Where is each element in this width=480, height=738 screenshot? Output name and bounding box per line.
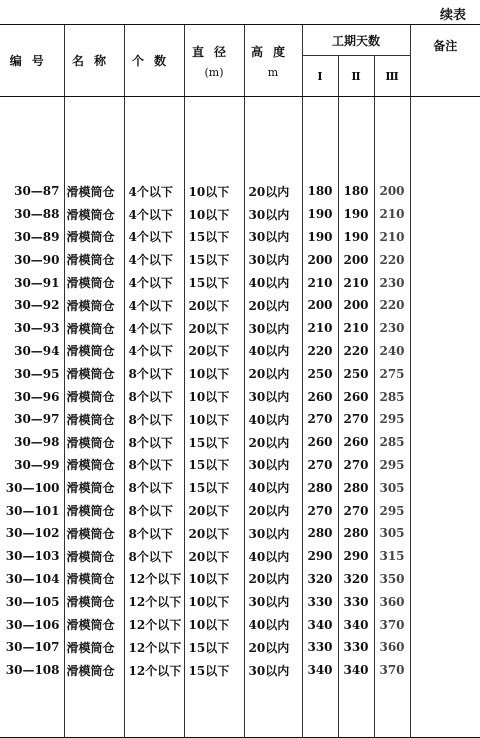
row-count: 4个以下 [124, 226, 184, 249]
row-height: 20以内 [244, 431, 302, 454]
row-period-3: 370 [374, 613, 410, 636]
table-row [0, 294, 480, 317]
row-diameter: 15以下 [184, 431, 244, 454]
row-count: 4个以下 [124, 180, 184, 203]
table-caption: 续表 [439, 8, 466, 23]
row-code: 30—101 [5, 503, 60, 518]
row-remark [410, 248, 480, 271]
row-period-2: 220 [338, 340, 374, 363]
row-period-3: 350 [374, 568, 410, 591]
row-diameter: 20以下 [184, 294, 244, 317]
row-count: 4个以下 [124, 340, 184, 363]
table-row [0, 613, 480, 636]
row-diameter: 15以下 [184, 636, 244, 659]
table-row [0, 499, 480, 522]
table-row [0, 636, 480, 659]
row-period-1: 270 [302, 454, 338, 477]
row-period-3: 305 [374, 522, 410, 545]
table-row [0, 545, 480, 568]
row-name: 滑模筒仓 [64, 613, 124, 636]
table-row [0, 362, 480, 385]
row-count: 8个以下 [124, 431, 184, 454]
row-period-3: 295 [374, 408, 410, 431]
table-row [0, 454, 480, 477]
row-code: 30—94 [14, 343, 60, 358]
row-diameter: 10以下 [184, 408, 244, 431]
row-code: 30—95 [14, 366, 60, 381]
row-diameter: 10以下 [184, 180, 244, 203]
row-period-1: 220 [302, 340, 338, 363]
header-remark: 备注 [410, 25, 480, 97]
row-name: 滑模筒仓 [64, 568, 124, 591]
row-period-1: 320 [302, 568, 338, 591]
row-period-3: 360 [374, 636, 410, 659]
row-count: 8个以下 [124, 362, 184, 385]
row-code: 30—96 [14, 389, 60, 404]
row-code: 30—98 [14, 435, 60, 450]
row-period-3: 230 [374, 271, 410, 294]
row-diameter: 20以下 [184, 522, 244, 545]
table-body [0, 97, 480, 738]
row-period-3: 220 [374, 248, 410, 271]
row-remark [410, 317, 480, 340]
row-count: 4个以下 [124, 248, 184, 271]
row-name: 滑模筒仓 [64, 362, 124, 385]
row-period-2: 250 [338, 362, 374, 385]
row-count: 8个以下 [124, 454, 184, 477]
row-period-1: 190 [302, 226, 338, 249]
row-remark [410, 499, 480, 522]
row-period-2: 190 [338, 226, 374, 249]
row-period-2: 210 [338, 317, 374, 340]
row-remark [410, 180, 480, 203]
row-period-3: 305 [374, 476, 410, 499]
row-period-3: 240 [374, 340, 410, 363]
row-diameter: 10以下 [184, 613, 244, 636]
row-code: 30—103 [5, 549, 60, 564]
row-height: 30以内 [244, 203, 302, 226]
row-period-2: 270 [338, 408, 374, 431]
row-height: 30以内 [244, 590, 302, 613]
row-remark [410, 613, 480, 636]
row-code: 30—91 [14, 275, 60, 290]
row-count: 12个以下 [124, 613, 184, 636]
table-row [0, 659, 480, 682]
row-count: 4个以下 [124, 203, 184, 226]
table-row [0, 522, 480, 545]
table-row [0, 385, 480, 408]
row-count: 4个以下 [124, 317, 184, 340]
row-remark [410, 659, 480, 682]
row-remark [410, 636, 480, 659]
row-height: 20以内 [244, 568, 302, 591]
row-period-2: 260 [338, 431, 374, 454]
row-count: 8个以下 [124, 522, 184, 545]
table-row [0, 226, 480, 249]
row-period-2: 190 [338, 203, 374, 226]
row-count: 12个以下 [124, 659, 184, 682]
row-count: 12个以下 [124, 568, 184, 591]
table-row [0, 408, 480, 431]
row-height: 20以内 [244, 294, 302, 317]
row-period-1: 330 [302, 636, 338, 659]
row-diameter: 20以下 [184, 340, 244, 363]
row-remark [410, 271, 480, 294]
row-count: 12个以下 [124, 590, 184, 613]
row-name: 滑模筒仓 [64, 317, 124, 340]
table-row [0, 180, 480, 203]
row-name: 滑模筒仓 [64, 340, 124, 363]
row-diameter: 15以下 [184, 476, 244, 499]
row-height: 30以内 [244, 385, 302, 408]
row-remark [410, 545, 480, 568]
row-period-2: 280 [338, 476, 374, 499]
row-diameter: 10以下 [184, 385, 244, 408]
row-height: 20以内 [244, 499, 302, 522]
row-height: 30以内 [244, 248, 302, 271]
row-diameter: 10以下 [184, 590, 244, 613]
row-period-1: 200 [302, 248, 338, 271]
row-period-2: 330 [338, 590, 374, 613]
table-row [0, 317, 480, 340]
row-period-1: 260 [302, 431, 338, 454]
row-period-2: 320 [338, 568, 374, 591]
header-period-3: Ⅲ [374, 56, 410, 97]
row-height: 30以内 [244, 522, 302, 545]
row-period-3: 220 [374, 294, 410, 317]
row-period-2: 290 [338, 545, 374, 568]
row-diameter: 15以下 [184, 454, 244, 477]
row-name: 滑模筒仓 [64, 203, 124, 226]
row-diameter: 20以下 [184, 499, 244, 522]
row-period-3: 230 [374, 317, 410, 340]
row-code: 30—97 [14, 412, 60, 427]
row-name: 滑模筒仓 [64, 522, 124, 545]
row-period-2: 180 [338, 180, 374, 203]
row-remark [410, 454, 480, 477]
row-count: 8个以下 [124, 476, 184, 499]
row-height: 40以内 [244, 476, 302, 499]
row-period-1: 270 [302, 499, 338, 522]
header-period-1: Ⅰ [302, 56, 338, 97]
header-period-2: Ⅱ [338, 56, 374, 97]
row-period-3: 285 [374, 431, 410, 454]
row-name: 滑模筒仓 [64, 226, 124, 249]
row-code: 30—106 [5, 617, 60, 632]
row-period-2: 330 [338, 636, 374, 659]
row-period-3: 295 [374, 454, 410, 477]
row-period-1: 290 [302, 545, 338, 568]
row-code: 30—107 [5, 640, 60, 655]
row-diameter: 15以下 [184, 271, 244, 294]
row-period-2: 210 [338, 271, 374, 294]
row-period-1: 270 [302, 408, 338, 431]
schedule-table [0, 24, 480, 738]
row-height: 40以内 [244, 340, 302, 363]
row-period-3: 295 [374, 499, 410, 522]
header-name: 名称 [64, 25, 124, 97]
row-period-3: 370 [374, 659, 410, 682]
row-remark [410, 590, 480, 613]
row-name: 滑模筒仓 [64, 454, 124, 477]
header-diameter-label: 直径 [191, 44, 236, 59]
row-period-1: 200 [302, 294, 338, 317]
header-diameter-unit: (m) [204, 65, 224, 79]
row-diameter: 15以下 [184, 659, 244, 682]
spacer-row-bottom [0, 682, 480, 738]
row-count: 8个以下 [124, 545, 184, 568]
row-count: 12个以下 [124, 636, 184, 659]
row-code: 30—93 [14, 321, 60, 336]
header-period: 工期天数 [302, 25, 410, 56]
row-period-3: 210 [374, 226, 410, 249]
row-period-1: 340 [302, 659, 338, 682]
row-period-1: 280 [302, 522, 338, 545]
row-count: 4个以下 [124, 271, 184, 294]
row-remark [410, 294, 480, 317]
row-name: 滑模筒仓 [64, 590, 124, 613]
row-period-1: 210 [302, 317, 338, 340]
row-remark [410, 431, 480, 454]
row-code: 30—102 [5, 526, 60, 541]
row-height: 20以内 [244, 180, 302, 203]
table-row [0, 271, 480, 294]
spacer-row [0, 97, 480, 181]
row-period-1: 340 [302, 613, 338, 636]
row-remark [410, 340, 480, 363]
row-period-1: 330 [302, 590, 338, 613]
row-height: 30以内 [244, 226, 302, 249]
row-height: 30以内 [244, 659, 302, 682]
row-code: 30—90 [14, 252, 60, 267]
row-height: 20以内 [244, 636, 302, 659]
row-name: 滑模筒仓 [64, 294, 124, 317]
row-height: 30以内 [244, 454, 302, 477]
row-name: 滑模筒仓 [64, 248, 124, 271]
row-count: 8个以下 [124, 499, 184, 522]
row-period-1: 210 [302, 271, 338, 294]
row-remark [410, 203, 480, 226]
row-period-1: 250 [302, 362, 338, 385]
row-period-3: 210 [374, 203, 410, 226]
row-period-3: 360 [374, 590, 410, 613]
row-name: 滑模筒仓 [64, 271, 124, 294]
row-code: 30—92 [14, 298, 60, 313]
row-period-2: 200 [338, 294, 374, 317]
row-remark [410, 226, 480, 249]
row-diameter: 10以下 [184, 568, 244, 591]
row-name: 滑模筒仓 [64, 385, 124, 408]
table-row [0, 340, 480, 363]
row-period-3: 200 [374, 180, 410, 203]
row-height: 40以内 [244, 613, 302, 636]
row-period-1: 190 [302, 203, 338, 226]
row-height: 40以内 [244, 408, 302, 431]
row-diameter: 20以下 [184, 545, 244, 568]
row-code: 30—99 [14, 457, 60, 472]
row-remark [410, 476, 480, 499]
row-code: 30—88 [14, 207, 60, 222]
row-period-3: 275 [374, 362, 410, 385]
header-height [244, 25, 302, 97]
row-remark [410, 385, 480, 408]
header-code: 编号 [0, 25, 64, 97]
row-height: 30以内 [244, 317, 302, 340]
row-period-2: 340 [338, 613, 374, 636]
row-period-2: 200 [338, 248, 374, 271]
row-period-2: 260 [338, 385, 374, 408]
table-row [0, 203, 480, 226]
row-diameter: 10以下 [184, 362, 244, 385]
row-remark [410, 362, 480, 385]
row-period-1: 260 [302, 385, 338, 408]
row-remark [410, 568, 480, 591]
row-name: 滑模筒仓 [64, 431, 124, 454]
row-code: 30—108 [5, 663, 60, 678]
table-row [0, 568, 480, 591]
row-code: 30—100 [5, 480, 60, 495]
row-remark [410, 408, 480, 431]
row-code: 30—89 [14, 229, 60, 244]
row-name: 滑模筒仓 [64, 636, 124, 659]
row-code: 30—87 [14, 184, 60, 199]
row-diameter: 15以下 [184, 248, 244, 271]
row-code: 30—105 [5, 594, 60, 609]
row-name: 滑模筒仓 [64, 545, 124, 568]
row-name: 滑模筒仓 [64, 659, 124, 682]
row-period-3: 285 [374, 385, 410, 408]
row-height: 40以内 [244, 271, 302, 294]
row-diameter: 10以下 [184, 203, 244, 226]
row-name: 滑模筒仓 [64, 499, 124, 522]
table-row [0, 476, 480, 499]
row-period-2: 270 [338, 499, 374, 522]
row-code: 30—104 [5, 571, 60, 586]
header-count: 个数 [124, 25, 184, 97]
row-period-3: 315 [374, 545, 410, 568]
row-count: 8个以下 [124, 408, 184, 431]
row-period-2: 270 [338, 454, 374, 477]
row-name: 滑模筒仓 [64, 476, 124, 499]
row-name: 滑模筒仓 [64, 180, 124, 203]
row-diameter: 20以下 [184, 317, 244, 340]
row-remark [410, 522, 480, 545]
header-height-label: 高度 [250, 44, 295, 59]
row-count: 4个以下 [124, 294, 184, 317]
row-period-2: 340 [338, 659, 374, 682]
header-diameter [184, 25, 244, 97]
table-row [0, 431, 480, 454]
row-height: 40以内 [244, 545, 302, 568]
row-diameter: 15以下 [184, 226, 244, 249]
table-row [0, 590, 480, 613]
table-row [0, 248, 480, 271]
header-height-unit: m [267, 65, 279, 79]
row-count: 8个以下 [124, 385, 184, 408]
row-height: 20以内 [244, 362, 302, 385]
row-name: 滑模筒仓 [64, 408, 124, 431]
row-period-2: 280 [338, 522, 374, 545]
row-period-1: 280 [302, 476, 338, 499]
row-period-1: 180 [302, 180, 338, 203]
